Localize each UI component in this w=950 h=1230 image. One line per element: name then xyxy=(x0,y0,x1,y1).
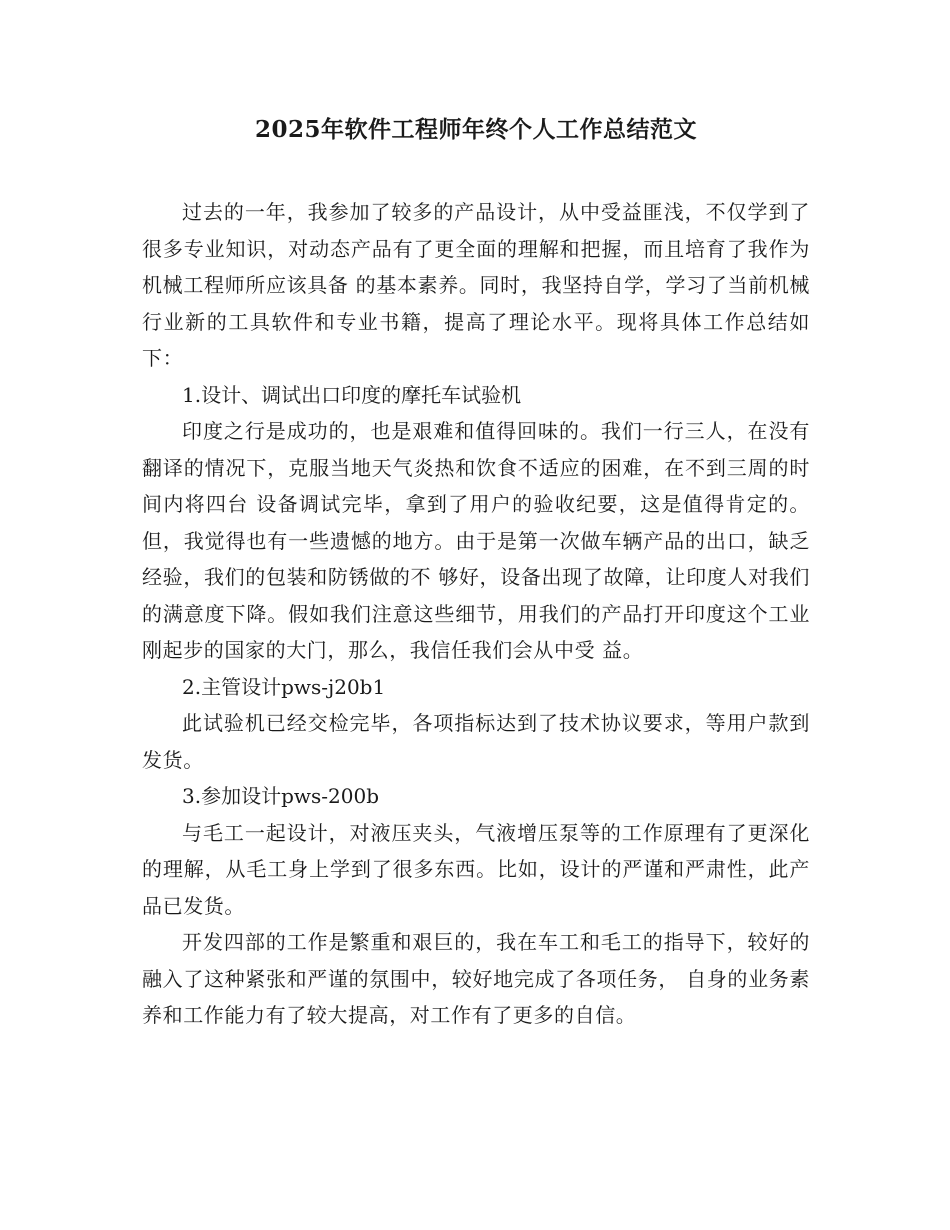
section-heading-1: 1.设计、调试出口印度的摩托车试验机 xyxy=(182,382,522,407)
document-body xyxy=(142,194,810,1034)
section-1-paragraph: 印度之行是成功的，也是艰难和值得回味的。我们一行三人，在没有翻译的情况下，克服当地天气炎热和饮食不适应的困难，在不到三周的时间内将四台 设备调试完毕，拿到了用户的验收纪要，这是值得肯定的。但，我觉得也有一些遗憾的地方。由于是第一次做车辆产品的出口，缺乏经验，我们的包装和防锈做的不 够好，设备出现了故障，让印度人对我们的满意度下降。假如我们注意这些细节，用我们的产品打开印度这个工业刚起步的国家的大门，那么，我信任我们会从中受 益。 xyxy=(142,419,810,662)
section-heading-3: 3.参加设计pws-200b xyxy=(182,784,380,808)
section-3-paragraph: 与毛工一起设计，对液压夹头，气液增压泵等的工作原理有了更深化的理解，从毛工身上学到了很多东西。比如，设计的严谨和严肃性，此产品已发货。 xyxy=(142,820,810,918)
document-title: 2025年软件工程师年终个人工作总结范文 xyxy=(254,116,697,143)
section-heading-2: 2.主管设计pws-j20b1 xyxy=(182,674,386,699)
section-2-paragraph: 此试验机已经交检完毕，各项指标达到了技术协议要求，等用户款到发货。 xyxy=(142,711,810,772)
intro-paragraph: 过去的一年，我参加了较多的产品设计，从中受益匪浅，不仅学到了很多专业知识，对动态产品有了更全面的理解和把握，而且培育了我作为机械工程师所应该具备 的基本素养。同时，我坚持自学，学习了当前机械行业新的工具软件和专业书籍，提高了理论水平。现将具体工作总结如下： xyxy=(142,200,810,370)
closing-paragraph: 开发四部的工作是繁重和艰巨的，我在车工和毛工的指导下，较好的融入了这种紧张和严谨的氛围中，较好地完成了各项任务， 自身的业务素养和工作能力有了较大提高，对工作有了更多的自信。 xyxy=(142,930,810,1027)
